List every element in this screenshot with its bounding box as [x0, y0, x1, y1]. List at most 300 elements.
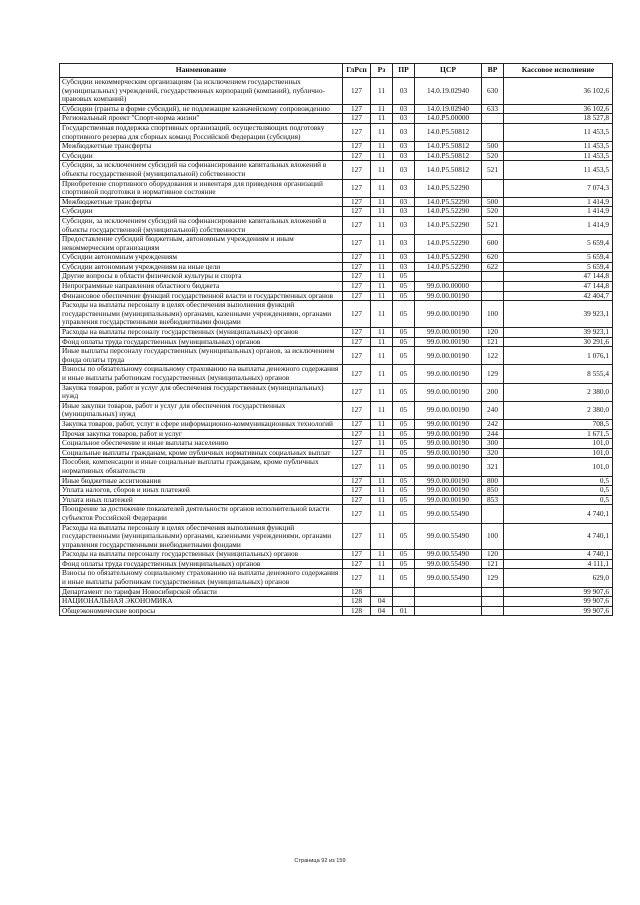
cell-amount: 101,0	[504, 458, 613, 476]
cell-csr: 14.0.P5.52290	[415, 197, 482, 207]
cell-grs: 127	[343, 569, 371, 587]
cell-csr: 99.0.00.00190	[415, 458, 482, 476]
cell-vr	[482, 606, 504, 616]
cell-pr: 05	[393, 365, 415, 383]
column-header-amount: Кассовое исполнение	[504, 64, 613, 78]
table-row	[60, 486, 613, 496]
cell-vr	[482, 587, 504, 597]
cell-csr: 99.0.00.00190	[415, 328, 482, 338]
cell-pr: 05	[393, 291, 415, 301]
table-row	[60, 151, 613, 161]
cell-vr: 244	[482, 429, 504, 439]
cell-grs: 127	[343, 383, 371, 401]
cell-pr: 05	[393, 550, 415, 560]
cell-csr: 99.0.00.00190	[415, 429, 482, 439]
cell-name: Расходы на выплаты персоналу государственных (муниципальных) органов	[60, 550, 343, 560]
table-row	[60, 401, 613, 419]
cell-vr: 622	[482, 262, 504, 272]
cell-pr: 03	[393, 104, 415, 114]
column-header-name: Наименование	[60, 64, 343, 78]
cell-name: Расходы на выплаты персоналу государственных (муниципальных) органов	[60, 328, 343, 338]
cell-pr: 03	[393, 161, 415, 179]
cell-grs: 127	[343, 216, 371, 234]
cell-csr: 99.0.00.00000	[415, 282, 482, 292]
cell-grs: 127	[343, 301, 371, 328]
cell-pr: 05	[393, 569, 415, 587]
cell-csr: 14.0.19.02940	[415, 104, 482, 114]
cell-csr: 99.0.00.00190	[415, 495, 482, 505]
cell-amount: 7 074,3	[504, 179, 613, 197]
cell-csr: 14.0.P5.52290	[415, 179, 482, 197]
cell-amount: 99 907,6	[504, 606, 613, 616]
cell-grs: 127	[343, 114, 371, 124]
cell-amount: 4 740,1	[504, 505, 613, 523]
cell-amount: 1 414,9	[504, 207, 613, 217]
cell-pr	[393, 597, 415, 607]
cell-grs: 127	[343, 235, 371, 253]
cell-name: Региональный проект "Спорт-норма жизни"	[60, 114, 343, 124]
cell-pr: 05	[393, 439, 415, 449]
cell-grs: 127	[343, 419, 371, 429]
cell-csr: 99.0.00.00190	[415, 301, 482, 328]
cell-grs: 127	[343, 78, 371, 105]
cell-rz: 11	[371, 216, 393, 234]
cell-grs: 127	[343, 365, 371, 383]
cell-rz: 11	[371, 559, 393, 569]
cell-grs: 127	[343, 272, 371, 282]
table-row	[60, 207, 613, 217]
cell-amount: 18 527,8	[504, 114, 613, 124]
cell-amount: 11 453,5	[504, 161, 613, 179]
cell-csr	[415, 597, 482, 607]
cell-amount: 1 414,9	[504, 216, 613, 234]
cell-name: Субсидии автономным учреждениям	[60, 253, 343, 263]
cell-csr: 14.0.P5.52290	[415, 207, 482, 217]
cell-grs: 127	[343, 458, 371, 476]
cell-vr: 620	[482, 253, 504, 263]
cell-name: Расходы на выплаты персоналу в целях обеспечения выполнения функций государственными (муниципальными) органами, казенными учреждениями, органами управления государственными внебюджетными фондами	[60, 301, 343, 328]
cell-grs: 127	[343, 282, 371, 292]
cell-grs: 127	[343, 291, 371, 301]
cell-csr: 14.0.P5.50812	[415, 123, 482, 141]
cell-pr: 03	[393, 197, 415, 207]
cell-rz: 11	[371, 253, 393, 263]
cell-vr	[482, 272, 504, 282]
cell-rz: 11	[371, 291, 393, 301]
cell-rz: 11	[371, 505, 393, 523]
cell-grs: 127	[343, 439, 371, 449]
cell-grs: 127	[343, 142, 371, 152]
cell-pr: 03	[393, 253, 415, 263]
table-row	[60, 569, 613, 587]
cell-rz: 11	[371, 78, 393, 105]
cell-amount: 11 453,5	[504, 151, 613, 161]
cell-rz: 11	[371, 197, 393, 207]
cell-name: Фонд оплаты труда государственных (муниципальных) органов	[60, 337, 343, 347]
cell-csr: 14.0.P5.50812	[415, 161, 482, 179]
cell-name: Закупка товаров, работ, услуг в сфере информационно-коммуникационных технологий	[60, 419, 343, 429]
cell-vr: 240	[482, 401, 504, 419]
cell-grs: 127	[343, 179, 371, 197]
column-header-vr: ВР	[482, 64, 504, 78]
cell-csr: 14.0.P5.50812	[415, 142, 482, 152]
cell-pr	[393, 587, 415, 597]
column-header-rz: Рз	[371, 64, 393, 78]
cell-grs: 128	[343, 587, 371, 597]
cell-grs: 127	[343, 448, 371, 458]
cell-rz: 11	[371, 207, 393, 217]
cell-csr: 14.0.P5.52290	[415, 235, 482, 253]
table-row	[60, 216, 613, 234]
table-row	[60, 114, 613, 124]
cell-name: Иные выплаты персоналу государственных (муниципальных) органов, за исключением фонда оплаты труда	[60, 347, 343, 365]
cell-vr: 121	[482, 559, 504, 569]
cell-grs: 127	[343, 347, 371, 365]
cell-name: Приобретение спортивного оборудования и инвентаря для приведения организаций спортивной подготовки в нормативное состояние	[60, 179, 343, 197]
cell-vr: 800	[482, 476, 504, 486]
cell-name: Уплата налогов, сборов и иных платежей	[60, 486, 343, 496]
cell-csr	[415, 272, 482, 282]
cell-pr: 05	[393, 505, 415, 523]
table-row	[60, 383, 613, 401]
cell-vr: 129	[482, 365, 504, 383]
cell-vr	[482, 291, 504, 301]
cell-vr: 242	[482, 419, 504, 429]
cell-csr: 99.0.00.55490	[415, 569, 482, 587]
cell-grs: 127	[343, 253, 371, 263]
cell-name: Департамент по тарифам Новосибирской области	[60, 587, 343, 597]
cell-grs: 127	[343, 328, 371, 338]
cell-amount: 101,0	[504, 439, 613, 449]
cell-rz: 11	[371, 104, 393, 114]
cell-vr	[482, 114, 504, 124]
cell-grs: 127	[343, 495, 371, 505]
cell-vr: 520	[482, 207, 504, 217]
cell-csr: 14.0.19.02940	[415, 78, 482, 105]
cell-amount: 39 923,1	[504, 328, 613, 338]
cell-csr: 14.0.P5.50812	[415, 151, 482, 161]
cell-pr: 05	[393, 458, 415, 476]
cell-csr: 99.0.00.00190	[415, 383, 482, 401]
table-row	[60, 161, 613, 179]
cell-csr: 99.0.00.00190	[415, 486, 482, 496]
cell-amount: 11 453,5	[504, 142, 613, 152]
cell-vr: 630	[482, 78, 504, 105]
cell-name: Социальные выплаты гражданам, кроме публичных нормативных социальных выплат	[60, 448, 343, 458]
cell-pr: 05	[393, 486, 415, 496]
cell-grs: 127	[343, 559, 371, 569]
cell-name: Прочая закупка товаров, работ и услуг	[60, 429, 343, 439]
cell-rz: 11	[371, 523, 393, 550]
cell-csr: 99.0.00.00190	[415, 401, 482, 419]
cell-vr: 600	[482, 235, 504, 253]
cell-rz: 04	[371, 606, 393, 616]
cell-name: Взносы по обязательному социальному страхованию на выплаты денежного содержания и иные выплаты работникам государственных (муниципальных) органов	[60, 365, 343, 383]
cell-name: Межбюджетные трансферты	[60, 197, 343, 207]
cell-pr: 03	[393, 207, 415, 217]
cell-amount: 4 740,1	[504, 550, 613, 560]
cell-name: Субсидии некоммерческим организациям (за исключением государственных (муниципальных) учреждений, государственных корпораций (компаний), публично-правовых компаний)	[60, 78, 343, 105]
cell-csr: 99.0.00.00190	[415, 439, 482, 449]
cell-rz: 11	[371, 272, 393, 282]
cell-pr: 01	[393, 606, 415, 616]
table-row	[60, 559, 613, 569]
cell-name: Субсидии	[60, 207, 343, 217]
table-row	[60, 282, 613, 292]
cell-vr	[482, 597, 504, 607]
cell-csr	[415, 587, 482, 597]
table-row	[60, 476, 613, 486]
cell-rz: 11	[371, 429, 393, 439]
cell-name: Фонд оплаты труда государственных (муниципальных) органов	[60, 559, 343, 569]
cell-rz: 11	[371, 161, 393, 179]
cell-amount: 2 380,0	[504, 401, 613, 419]
cell-amount: 99 907,6	[504, 597, 613, 607]
column-header-csr: ЦСР	[415, 64, 482, 78]
cell-rz: 11	[371, 282, 393, 292]
cell-amount: 4 740,1	[504, 523, 613, 550]
cell-vr: 122	[482, 347, 504, 365]
table-row	[60, 550, 613, 560]
cell-name: Поощрение за достижение показателей деятельности органов исполнительной власти субъектов Российской Федерации	[60, 505, 343, 523]
table-row	[60, 505, 613, 523]
cell-grs: 127	[343, 207, 371, 217]
table-row	[60, 337, 613, 347]
cell-amount: 42 404,7	[504, 291, 613, 301]
cell-vr: 320	[482, 448, 504, 458]
table-row	[60, 253, 613, 263]
table-row	[60, 419, 613, 429]
cell-vr: 853	[482, 495, 504, 505]
cell-rz: 11	[371, 179, 393, 197]
table-row	[60, 365, 613, 383]
table-row	[60, 523, 613, 550]
cell-amount: 5 659,4	[504, 235, 613, 253]
table-row	[60, 606, 613, 616]
cell-name: Субсидии, за исключением субсидий на софинансирование капитальных вложений в объекты государственной (муниципальной) собственности	[60, 161, 343, 179]
cell-amount: 0,5	[504, 486, 613, 496]
cell-vr: 100	[482, 301, 504, 328]
cell-name: Закупка товаров, работ и услуг для обеспечения государственных (муниципальных) нужд	[60, 383, 343, 401]
cell-grs: 127	[343, 123, 371, 141]
cell-pr: 03	[393, 78, 415, 105]
cell-vr: 100	[482, 523, 504, 550]
cell-csr: 99.0.00.00190	[415, 419, 482, 429]
table-row	[60, 439, 613, 449]
cell-name: Уплата иных платежей	[60, 495, 343, 505]
cell-amount: 101,0	[504, 448, 613, 458]
cell-amount: 1 671,5	[504, 429, 613, 439]
cell-pr: 05	[393, 429, 415, 439]
cell-csr: 99.0.00.55490	[415, 550, 482, 560]
cell-grs: 127	[343, 337, 371, 347]
cell-grs: 128	[343, 606, 371, 616]
table-row	[60, 272, 613, 282]
cell-csr: 99.0.00.55490	[415, 559, 482, 569]
cell-vr: 633	[482, 104, 504, 114]
cell-vr: 521	[482, 161, 504, 179]
cell-name: Иные бюджетные ассигнования	[60, 476, 343, 486]
cell-csr: 99.0.00.00190	[415, 337, 482, 347]
table-header-row	[60, 64, 613, 78]
cell-amount: 36 102,6	[504, 104, 613, 114]
column-header-pr: ПР	[393, 64, 415, 78]
cell-pr: 05	[393, 337, 415, 347]
table-row	[60, 347, 613, 365]
cell-rz: 11	[371, 151, 393, 161]
cell-name: Субсидии	[60, 151, 343, 161]
table-row	[60, 235, 613, 253]
cell-csr	[415, 606, 482, 616]
cell-rz: 11	[371, 301, 393, 328]
cell-pr: 05	[393, 448, 415, 458]
cell-pr: 05	[393, 476, 415, 486]
cell-csr: 99.0.00.00190	[415, 476, 482, 486]
budget-table	[59, 63, 613, 616]
cell-name: Пособия, компенсации и иные социальные выплаты гражданам, кроме публичных нормативных обязательств	[60, 458, 343, 476]
cell-vr: 300	[482, 439, 504, 449]
cell-rz: 11	[371, 365, 393, 383]
cell-rz: 11	[371, 419, 393, 429]
table-row	[60, 179, 613, 197]
cell-vr: 120	[482, 550, 504, 560]
cell-pr: 05	[393, 419, 415, 429]
cell-grs: 127	[343, 550, 371, 560]
cell-amount: 708,5	[504, 419, 613, 429]
cell-pr: 05	[393, 301, 415, 328]
cell-name: Субсидии (гранты в форме субсидий), не подлежащие казначейскому сопровождению	[60, 104, 343, 114]
cell-name: Социальное обеспечение и иные выплаты населению	[60, 439, 343, 449]
cell-pr: 03	[393, 216, 415, 234]
cell-pr: 05	[393, 401, 415, 419]
cell-grs: 127	[343, 262, 371, 272]
cell-rz: 11	[371, 262, 393, 272]
cell-pr: 05	[393, 347, 415, 365]
cell-name: Государственная поддержка спортивных организаций, осуществляющих подготовку спортивного резерва для сборных команд Российской Федерации (субсидия)	[60, 123, 343, 141]
cell-amount: 2 380,0	[504, 383, 613, 401]
table-row	[60, 123, 613, 141]
cell-grs: 127	[343, 505, 371, 523]
cell-grs: 127	[343, 197, 371, 207]
cell-csr: 99.0.00.00190	[415, 291, 482, 301]
cell-csr: 99.0.00.55490	[415, 523, 482, 550]
cell-amount: 11 453,5	[504, 123, 613, 141]
cell-amount: 39 923,1	[504, 301, 613, 328]
cell-rz: 11	[371, 486, 393, 496]
cell-vr: 200	[482, 383, 504, 401]
table-row	[60, 458, 613, 476]
cell-amount: 30 291,6	[504, 337, 613, 347]
cell-amount: 8 555,4	[504, 365, 613, 383]
column-header-grs: ГлРсп	[343, 64, 371, 78]
cell-vr: 321	[482, 458, 504, 476]
cell-vr: 500	[482, 197, 504, 207]
cell-amount: 47 144,8	[504, 272, 613, 282]
cell-amount: 4 111,1	[504, 559, 613, 569]
cell-grs: 128	[343, 597, 371, 607]
cell-amount: 0,5	[504, 495, 613, 505]
cell-name: Предоставление субсидий бюджетным, автономным учреждениям и иным некоммерческим организациям	[60, 235, 343, 253]
table-row	[60, 301, 613, 328]
cell-pr: 05	[393, 383, 415, 401]
cell-rz: 11	[371, 495, 393, 505]
cell-pr: 05	[393, 559, 415, 569]
cell-grs: 127	[343, 429, 371, 439]
cell-rz: 11	[371, 448, 393, 458]
cell-grs: 127	[343, 486, 371, 496]
cell-rz: 11	[371, 347, 393, 365]
cell-vr: 521	[482, 216, 504, 234]
cell-pr: 03	[393, 114, 415, 124]
cell-vr	[482, 123, 504, 141]
cell-pr: 03	[393, 151, 415, 161]
cell-name: НАЦИОНАЛЬНАЯ ЭКОНОМИКА	[60, 597, 343, 607]
cell-pr: 03	[393, 235, 415, 253]
cell-name: Иные закупки товаров, работ и услуг для обеспечения государственных (муниципальных) нужд	[60, 401, 343, 419]
cell-csr: 99.0.00.00190	[415, 347, 482, 365]
cell-vr: 120	[482, 328, 504, 338]
cell-grs: 127	[343, 476, 371, 486]
table-row	[60, 197, 613, 207]
cell-name: Субсидии, за исключением субсидий на софинансирование капитальных вложений в объекты государственной (муниципальной) собственности	[60, 216, 343, 234]
cell-rz: 04	[371, 597, 393, 607]
cell-rz: 11	[371, 439, 393, 449]
table-row	[60, 142, 613, 152]
table-row	[60, 495, 613, 505]
cell-rz: 11	[371, 401, 393, 419]
cell-pr: 05	[393, 495, 415, 505]
cell-grs: 127	[343, 523, 371, 550]
cell-amount: 1 414,9	[504, 197, 613, 207]
table-row	[60, 291, 613, 301]
cell-rz: 11	[371, 114, 393, 124]
cell-rz: 11	[371, 458, 393, 476]
cell-csr: 99.0.00.55490	[415, 505, 482, 523]
cell-amount: 1 076,1	[504, 347, 613, 365]
cell-name: Финансовое обеспечение функций государственной власти и государственных органов	[60, 291, 343, 301]
cell-grs: 127	[343, 401, 371, 419]
cell-rz: 11	[371, 123, 393, 141]
cell-csr: 14.0.P5.00000	[415, 114, 482, 124]
cell-pr: 05	[393, 282, 415, 292]
cell-vr: 500	[482, 142, 504, 152]
table-row	[60, 78, 613, 105]
cell-csr: 14.0.P5.52290	[415, 253, 482, 263]
cell-csr: 14.0.P5.52290	[415, 262, 482, 272]
cell-grs: 127	[343, 161, 371, 179]
cell-vr	[482, 282, 504, 292]
cell-name: Взносы по обязательному социальному страхованию на выплаты денежного содержания и иные выплаты работникам государственных (муниципальных) органов	[60, 569, 343, 587]
cell-rz: 11	[371, 550, 393, 560]
cell-name: Расходы на выплаты персоналу в целях обеспечения выполнения функций государственными (муниципальными) органами, казенными учреждениями, органами управления государственными внебюджетными фондами	[60, 523, 343, 550]
cell-pr: 05	[393, 272, 415, 282]
cell-csr: 99.0.00.00190	[415, 365, 482, 383]
page-number: Страница 92 из 159	[294, 858, 346, 864]
cell-rz: 11	[371, 328, 393, 338]
cell-amount: 629,0	[504, 569, 613, 587]
cell-pr: 03	[393, 262, 415, 272]
cell-grs: 127	[343, 151, 371, 161]
cell-pr: 05	[393, 523, 415, 550]
cell-name: Субсидии автономным учреждениям на иные цели	[60, 262, 343, 272]
cell-amount: 47 144,8	[504, 282, 613, 292]
cell-name: Межбюджетные трансферты	[60, 142, 343, 152]
cell-vr: 121	[482, 337, 504, 347]
cell-rz	[371, 587, 393, 597]
cell-amount: 5 659,4	[504, 262, 613, 272]
table-row	[60, 104, 613, 114]
document-page	[59, 63, 612, 616]
